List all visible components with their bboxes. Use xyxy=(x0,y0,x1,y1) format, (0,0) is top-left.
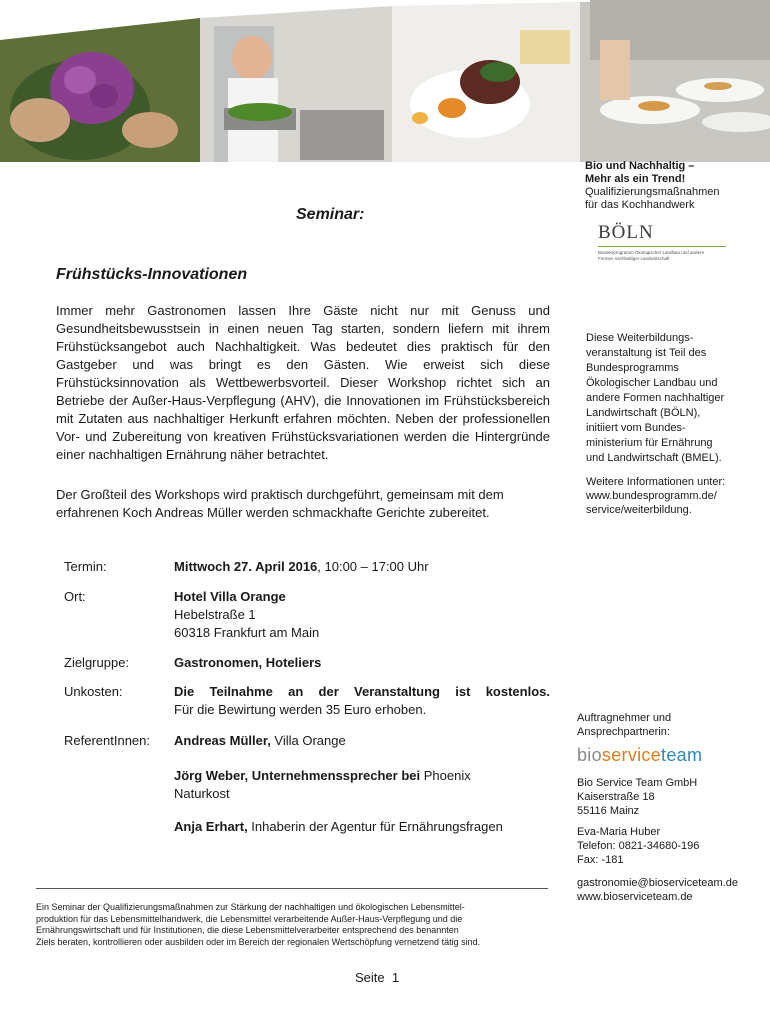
footnote xyxy=(36,902,556,948)
contact-heading xyxy=(577,711,757,739)
termin-label: Termin: xyxy=(64,559,107,574)
footnote-divider xyxy=(36,888,548,889)
logo-part-team: team xyxy=(661,745,703,765)
referent-2-name: Jörg Weber, Unternehmenssprecher bei xyxy=(174,768,421,783)
tagline-text-1: Qualifizierungsmaßnahmen xyxy=(585,186,720,198)
contact-heading-line: Ansprechpartnerin: xyxy=(577,726,670,738)
footnote-line: produktion für das Lebensmittelhandwerk, die Lebensmittel verarbeitende Außer-Haus-Verpflegung und die xyxy=(36,913,463,924)
contact-address xyxy=(577,776,757,818)
termin-time: , 10:00 – 17:00 Uhr xyxy=(317,559,429,574)
referent-3-name: Anja Erhart, xyxy=(174,819,248,834)
address-line: Kaiserstraße 18 xyxy=(577,791,655,803)
info-line: Landwirtschaft (BÖLN), xyxy=(586,407,701,419)
contact-phone: Telefon: 0821-34680-196 xyxy=(577,840,700,852)
logo-part-service: service xyxy=(601,745,662,765)
referenten-label: ReferentInnen: xyxy=(64,733,151,748)
info-line: Bundesprogramms xyxy=(586,362,679,374)
sidebar-tagline xyxy=(585,160,765,212)
ort-name: Hotel Villa Orange xyxy=(174,589,286,604)
ort-value xyxy=(174,588,550,642)
unkosten-free: Die Teilnahme an der Veranstaltung ist kostenlos. xyxy=(174,684,550,699)
contact-heading-line: Auftragnehmer und xyxy=(577,712,672,724)
tagline-title-2: Mehr als ein Trend! xyxy=(585,173,686,185)
zielgruppe-label: Zielgruppe: xyxy=(64,655,130,670)
footnote-line: Ziels beraten, kontrollieren oder ausbilden oder im Bereich der regionalen Wertschöpfung vernetzend tätig sind. xyxy=(36,936,481,947)
more-info-link[interactable]: service/weiterbildung. xyxy=(586,504,692,516)
info-line: und Landwirtschaft (BMEL). xyxy=(586,452,722,464)
referent-3-org: Inhaberin der Agentur für Ernährungsfragen xyxy=(247,819,503,834)
termin-value xyxy=(174,558,550,576)
intro-paragraph: Immer mehr Gastronomen lassen Ihre Gäste nicht nur mit Genuss und Gesundheitsbewusstsein in einen neuen Tag starten, sondern liefern mit ihrem Frühstücksangebot auch Nachhaltigkeit. Was bedeutet dies praktisch für den Gastgeber und was bringt es den Gästen. Wie erweist sich diese Frühstücksinnovation als Wettbewerbsvorteil. Dieser Workshop richtet sich an Betriebe der Außer-Haus-Verpflegung (AHV), die Innovationen im Frühstücksbereich mit Zutaten aus nachhaltiger Herkunft erfahren möchten. Neben der professionellen Vor- und Zubereitung von kreativen Frühstücksvariationen werden die Hintergründe einer nachhaltigen Ernährung näher betrachtet. xyxy=(56,303,550,462)
boln-logo-rule xyxy=(598,246,726,247)
more-info-link[interactable]: www.bundesprogramm.de/ xyxy=(586,490,717,502)
boln-logo-subtitle: Bundesprogramm Ökologischer Landbau und andere Formen nachhaltiger Landwirtschaft xyxy=(598,250,705,261)
referent-3 xyxy=(174,818,550,836)
boln-logo-title: BÖLN xyxy=(598,222,654,243)
header-photo-banner xyxy=(0,0,770,162)
info-line: Diese Weiterbildungs- xyxy=(586,332,694,344)
boln-logo xyxy=(598,222,738,278)
address-line: 55116 Mainz xyxy=(577,805,640,817)
contact-fax: Fax: -181 xyxy=(577,854,624,866)
info-line: ministerium für Ernährung xyxy=(586,437,713,449)
sidebar-info xyxy=(586,331,766,466)
unkosten-label: Unkosten: xyxy=(64,684,123,699)
referent-1-org: Villa Orange xyxy=(270,733,346,748)
info-line: initiiert vom Bundes- xyxy=(586,422,686,434)
tagline-title-1: Bio und Nachhaltig – xyxy=(585,160,695,172)
tagline-text-2: für das Kochhandwerk xyxy=(585,199,695,211)
unkosten-catering: Für die Bewirtung werden 35 Euro erhoben. xyxy=(174,702,427,717)
ort-label: Ort: xyxy=(64,589,86,604)
address-line: Bio Service Team GmbH xyxy=(577,777,698,789)
page-number: Seite 1 xyxy=(355,970,400,985)
zielgruppe-value: Gastronomen, Hoteliers xyxy=(174,655,322,670)
info-line: veranstaltung ist Teil des xyxy=(586,347,707,359)
seminar-label: Seminar: xyxy=(296,206,365,223)
contact-name: Eva-Maria Huber xyxy=(577,826,661,838)
page-title: Frühstücks-Innovationen xyxy=(56,266,248,283)
ort-city: 60318 Frankfurt am Main xyxy=(174,625,320,640)
ort-street: Hebelstraße 1 xyxy=(174,607,256,622)
bioserviceteam-logo xyxy=(577,745,702,766)
referent-1-name: Andreas Müller, xyxy=(174,733,271,748)
referent-2-org: Phoenix Naturkost xyxy=(174,768,471,801)
contact-web xyxy=(577,876,767,904)
referent-2 xyxy=(174,767,514,803)
sidebar-more-info xyxy=(586,475,766,517)
contact-person xyxy=(577,825,757,867)
contact-website-link[interactable]: www.bioserviceteam.de xyxy=(577,891,693,903)
info-line: andere Formen nachhaltiger xyxy=(586,392,725,404)
footnote-line: Ernährungswirtschaft und für Institutionen, die diese Lebensmittelverarbeiter entsprechend des benannten xyxy=(36,925,459,935)
banner-photos xyxy=(0,0,770,162)
referent-1 xyxy=(174,732,550,750)
logo-part-bio: bio xyxy=(577,745,602,765)
info-line: Ökologischer Landbau und xyxy=(586,377,718,389)
more-info-line: Weitere Informationen unter: xyxy=(586,476,726,488)
contact-email-link[interactable]: gastronomie@bioserviceteam.de xyxy=(577,877,738,889)
footnote-line: Ein Seminar der Qualifizierungsmaßnahmen zur Stärkung der nachhaltigen und ökologischen Lebensmittel- xyxy=(36,902,465,912)
unkosten-value xyxy=(174,683,550,719)
termin-date: Mittwoch 27. April 2016 xyxy=(174,559,318,574)
workshop-paragraph: Der Großteil des Workshops wird praktisch durchgeführt, gemeinsam mit dem erfahrenen Koch Andreas Müller werden schmackhafte Gerichte zubereitet. xyxy=(56,487,504,520)
